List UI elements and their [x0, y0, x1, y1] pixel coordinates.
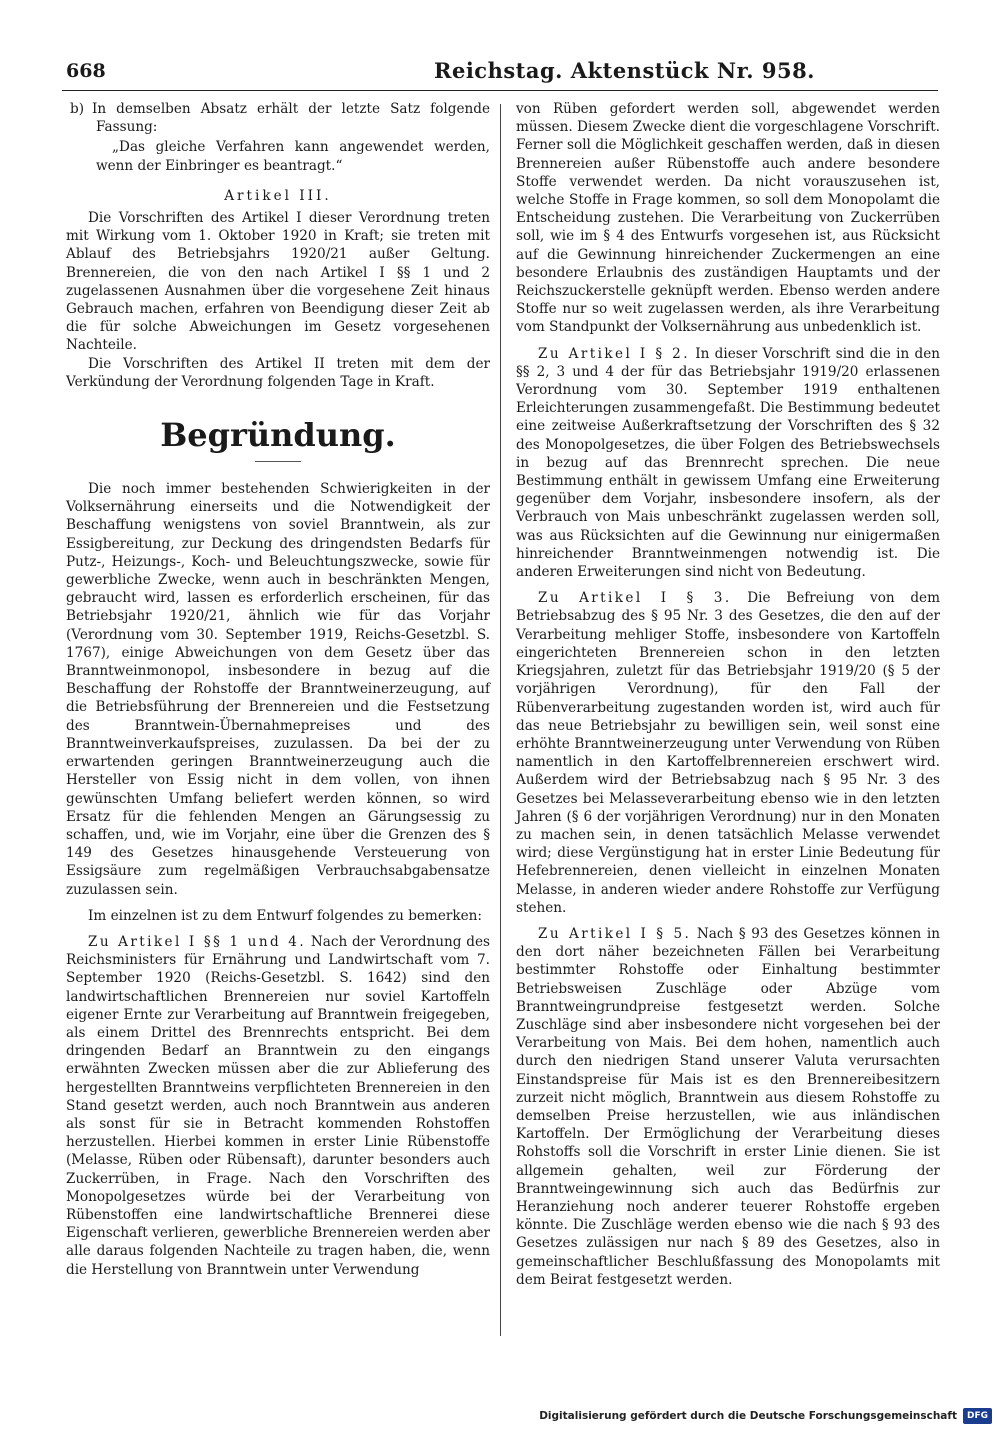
running-head: Reichstag. Aktenstück Nr. 958. — [434, 58, 815, 83]
paragraph — [516, 589, 940, 917]
section-label: Zu Artikel I § 5. — [538, 925, 692, 942]
left-column — [66, 100, 490, 1340]
paragraph-text: Nach § 93 des Gesetzes können in den dort näher bezeichneten Fällen bei Verarbeitung bestimmter Rohstoffe oder Einhaltung bestimmter Betriebsweisen Zuschläge oder Abzüge vom Branntweingrundpreise festgesetzt werden. Solche Zuschläge sind aber insbesondere nicht vorgesehen bei der Verarbeitung von Mais. Bei dem hohen, namentlich auch durch den niedrigen Stand unserer Valuta verursachten Einstandspreise für Mais ist es den Brennereibesitzern zurzeit nicht möglich, Branntwein aus diesem Rohstoffe zu demselben Preise herzustellen, wie aus inländischen Kartoffeln. Der Ermöglichung der Verarbeitung dieses Rohstoffs soll die Vorschrift in erster Linie dienen. Sie ist allgemein gehalten, weil zur Förderung der Branntweingewinnung sich auch das Bedürfnis zur Heranziehung noch anderer teuerer Rohstoffe ergeben könnte. Die Zuschläge werden ebenso wie die nach § 93 des Gesetzes zulässigen nur nach § 89 des Gesetzes, also in gemeinschaftlicher Beschlußfassung des Monopolamts mit dem Beirat festgesetzt werden. — [516, 925, 940, 1288]
paragraph: Die Vorschriften des Artikel II treten mit dem der Verkündung der Verordnung folgenden Tage in Kraft. — [66, 355, 490, 390]
paragraph — [66, 933, 490, 1279]
paragraph — [516, 345, 940, 582]
paragraph-text: Nach der Verordnung des Reichsministers für Ernährung und Landwirtschaft vom 7. September 1920 (Reichs-Gesetzbl. S. 1642) sind den landwirtschaftlichen Brennereien nur soviel Kartoffeln eigener Ernte zur Verarbeitung auf Branntwein freigegeben, als einem Drittel des Brennrechts entspricht. Bei dem dringenden Bedarf an Branntwein zu den eingangs erwähnten Zwecken müssen aber die zur Ablieferung des hergestellten Branntweins verpflichteten Brennereien in den Stand gesetzt werden, auch noch Branntwein aus anderen als sonst für sie in Betracht kommenden Rohstoffen herzustellen. Hierbei kommen in erster Linie Rübenstoffe (Melasse, Rüben oder Rübensaft), darunter besonders auch Zuckerrüben, in Frage. Nach den Vorschriften des Monopolgesetzes würde bei der Verarbeitung von Rübenstoffen eine landwirtschaftliche Brennerei diese Eigenschaft verlieren, gewerbliche Brennereien werden aber alle daraus folgenden Nachteile zu tragen haben, die, wenn die Herstellung von Branntwein unter Verwendung — [66, 933, 491, 1278]
paragraph — [516, 925, 940, 1289]
paragraph: Die Vorschriften des Artikel I dieser Verordnung treten mit Wirkung vom 1. Oktober 1920 in Kraft; sie treten mit Ablauf des Betriebsjahrs 1920/21 außer Geltung. Brennereien, die von den nach Artikel I §§ 1 und 2 zugelassenen Ausnahmen über die vorgesehene Zeit hinaus Gebrauch machen, erfahren von Beendigung dieser Zeit ab die für solche Abweichungen im Gesetz vorgesehenen Nachteile. — [66, 210, 490, 354]
paragraph: Die noch immer bestehenden Schwierigkeiten in der Volksernährung einerseits und die Notwendigkeit der Beschaffung wenigstens von soviel Branntwein, als zur Essigbereitung, zur Deckung des dringendsten Bedarfs für Putz-, Heizungs-, Koch- und Beleuchtungszwecke, sowie für gewerbliche Zwecke, wenn auch in beschränkten Mengen, gebraucht wird, lassen es erforderlich erscheinen, für das Betriebsjahr 1920/21, ähnlich wie für das Vorjahr (Verordnung vom 30. September 1919, Reichs-Gesetzbl. S. 1767), einige Abweichungen von dem Gesetz über das Branntweinmonopol, insbesondere in bezug auf die Beschaffung der Rohstoffe der Branntweinerzeugung, auf die Betriebsführung der Brennereien und die Festsetzung des Branntwein-Übernahmepreises und des Branntweinverkaufspreises, zuzulassen. Da bei der zu erwartenden geringen Branntweinerzeugung auch die Hersteller von Essig nicht in dem vollen, von ihnen gewünschten Umfang beliefert werden können, so wird Ersatz für die fehlenden Mengen an Gärungsessig zu schaffen, und, wie im Vorjahr, eine über die Grenzen des § 149 des Gesetzes hinausgehende Versteuerung von Essigsäure zum regelmäßigen Verbrauchsabgabensatze zuzulassen sein. — [66, 481, 490, 898]
paragraph-text: Die Befreiung von dem Betriebsabzug des § 95 Nr. 3 des Gesetzes, die den auf der Verarbeitung mehliger Stoffe, insbesondere von Kartoffeln eingerichteten Brennereien schon in den letzten Kriegsjahren, zuletzt für das Betriebsjahr 1919/20 (§ 5 der vorjährigen Verordnung), für den Fall der Rübenverarbeitung zugestanden worden ist, wird auch für das neue Betriebsjahr zu bewilligen sein, weil sonst eine erhöhte Branntweinerzeugung unter Verwendung von Rüben namentlich in den Kartoffelbrennereien erschwert wird. Außerdem wird der Betriebsabzug nach § 95 Nr. 3 des Gesetzes bei Melasseverarbeitung ebenso wie in den letzten Jahren (§ 6 der vorjährigen Verordnung) nur in den Monaten zu machen sein, in denen tatsächlich Melasse verwendet wird; diese Vergünstigung hat in erster Linie Bedeutung für Hefebrennereien, denen vielleicht in einzelnen Monaten Melasse, in anderen wieder andere Rohstoffe zur Verfügung stehen. — [516, 590, 940, 916]
page-number: 668 — [66, 60, 106, 82]
list-item-b-label: b) — [70, 101, 85, 117]
section-label: Zu Artikel I §§ 1 und 4. — [88, 933, 307, 950]
section-title: Begründung. — [160, 416, 396, 455]
right-column — [516, 100, 940, 1340]
title-rule — [255, 461, 301, 462]
section-label: Zu Artikel I § 2. — [538, 345, 690, 362]
paragraph-text: In dieser Vorschrift sind die in den §§ 2, 3 und 4 der für das Betriebsjahr 1919/20 erlassenen Verordnung vom 30. September 1919 enthaltenen Erleichterungen zusammengefaßt. Die Bestimmung bedeutet eine zeitweise Außerkraftsetzung der Vorschriften des § 32 des Monopolgesetzes, die über Folgen des Betriebswechsels in bezug auf das Brennrecht sprechen. Die neue Bestimmung enthält in gewissem Umfang eine Erweiterung gegenüber dem Vorjahr, insbesondere insofern, als der Verbrauch von Mais unbeschränkt zugelassen werden soll, was aus Rücksichten auf die Gewinnung nur einigermaßen hinreichender Branntweinmengen notwendig ist. Die anderen Erweiterungen sind nicht von Bedeutung. — [516, 345, 940, 581]
article-heading: Artikel III. — [224, 187, 332, 204]
list-item-b — [66, 100, 490, 136]
section-label: Zu Artikel I § 3. — [538, 590, 732, 607]
quote-paragraph: „Das gleiche Verfahren kann angewendet werden, wenn der Einbringer es beantragt.“ — [96, 139, 490, 174]
page-header — [62, 56, 938, 91]
column-divider — [500, 104, 501, 1336]
credit-text: Digitalisierung gefördert durch die Deutsche Forschungsgemeinschaft — [539, 1410, 957, 1422]
paragraph: Im einzelnen ist zu dem Entwurf folgendes zu bemerken: — [88, 907, 482, 924]
dfg-logo-icon: DFG — [963, 1408, 992, 1424]
paragraph: von Rüben gefordert werden soll, abgewendet werden müssen. Diesem Zwecke dient die vorgeschlagene Vorschrift. Ferner soll die Möglichkeit geschaffen werden, daß in diesen Brennereien außer Rübenstoffe auch andere besondere Stoffe verwendet werden. Da nicht vorauszusehen ist, welche Stoffe in Frage kommen, so soll dem Monopolamt die Entscheidung zustehen. Die Verarbeitung von Zuckerrüben soll, wie im § 4 des Entwurfs vorgesehen ist, aus Rücksicht auf die Gewinnung hinreichender Zuckermengen an eine besondere Erlaubnis des zuständigen Hauptamts und der Reichszuckerstelle geknüpft werden. Ebenso werden andere Stoffe nur so weit zugelassen werden, als ihre Verarbeitung vom Standpunkt der Volksernährung aus unbedenklich ist. — [516, 101, 940, 336]
list-item-b-text: In demselben Absatz erhält der letzte Satz folgende Fassung: — [92, 101, 490, 136]
digitization-credit — [539, 1406, 992, 1426]
